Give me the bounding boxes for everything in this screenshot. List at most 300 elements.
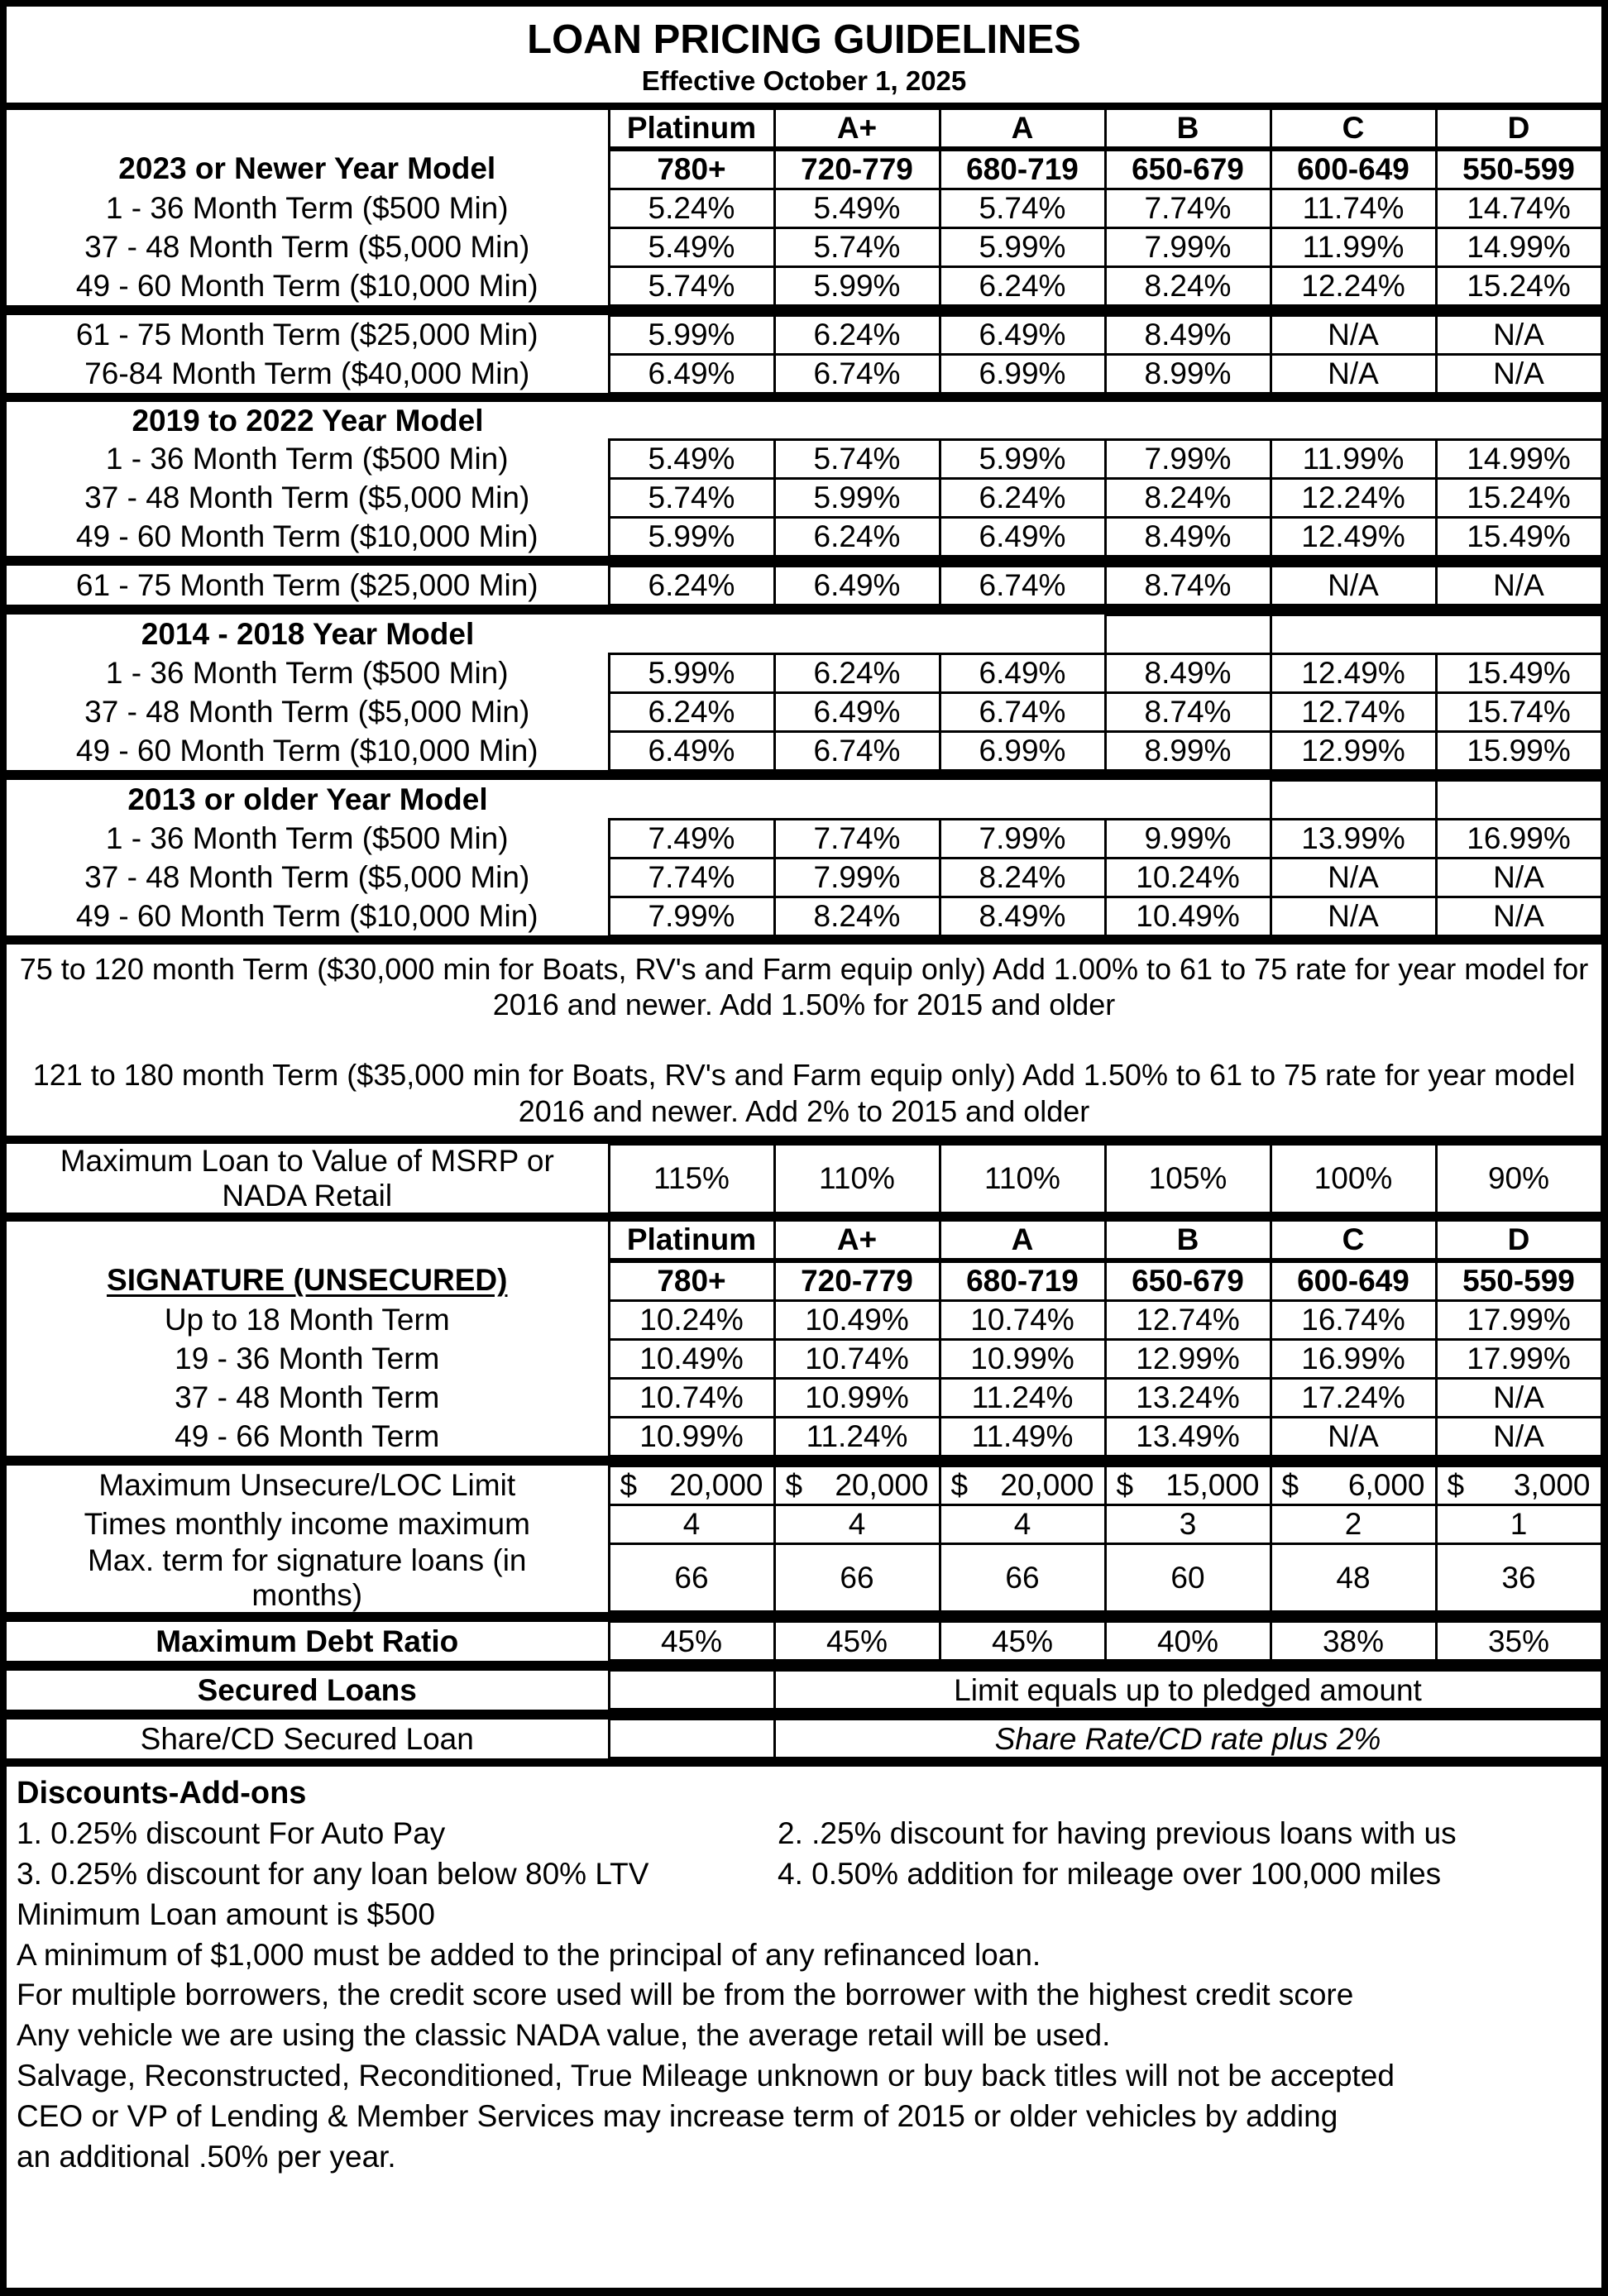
- currency-symbol: $: [950, 1467, 969, 1502]
- footer-line: CEO or VP of Lending & Member Services may increase term of 2015 or older vehicles by adding: [17, 2098, 1338, 2133]
- table-row: [7, 1720, 1601, 1758]
- rate-cell: 6.74%: [774, 354, 940, 393]
- rate-cell: 5.99%: [774, 478, 940, 517]
- rate-cell: 6.99%: [940, 354, 1105, 393]
- grade-header-cell: D: [1436, 110, 1601, 149]
- rate-cell: 17.99%: [1436, 1300, 1601, 1339]
- rate-cell: 10.99%: [609, 1417, 774, 1456]
- rate-cell: N/A: [1271, 315, 1436, 354]
- rate-cell: 14.99%: [1436, 439, 1601, 478]
- section-separator: [7, 605, 1601, 615]
- rate-cell: 17.99%: [1436, 1339, 1601, 1378]
- empty-cell: [609, 1671, 774, 1710]
- score-range-cell: 780+: [609, 1260, 774, 1301]
- rate-cell: 16.99%: [1271, 1339, 1436, 1378]
- rate-cell: 7.74%: [609, 858, 774, 897]
- separator-bar: [7, 770, 1601, 780]
- section-separator: [7, 1456, 1601, 1466]
- rate-cell: 5.74%: [609, 266, 774, 305]
- rate-cell: 15.49%: [1436, 517, 1601, 556]
- section-separator: [7, 1136, 1601, 1145]
- table-row: [7, 897, 1601, 935]
- amount-cell: [1105, 1466, 1271, 1504]
- separator-bar: [7, 1456, 1601, 1466]
- score-range-cell: 550-599: [1436, 149, 1601, 189]
- amount-wrap: [610, 1468, 773, 1502]
- rate-cell: 7.99%: [1105, 439, 1271, 478]
- row-label-cell: 61 - 75 Month Term ($25,000 Min): [75, 318, 538, 352]
- footer-notes: [7, 1767, 1601, 2180]
- table-row: [7, 1144, 1601, 1213]
- amount-value: 20,000: [1000, 1467, 1094, 1502]
- rate-cell: 8.24%: [1105, 266, 1271, 305]
- table-row: [7, 110, 1601, 149]
- currency-symbol: $: [620, 1467, 638, 1502]
- value-cell: 66: [609, 1543, 774, 1612]
- score-range-cell: 650-679: [1105, 149, 1271, 189]
- rate-cell: 5.99%: [609, 653, 774, 692]
- rate-cell: N/A: [1436, 897, 1601, 935]
- row-label-cell: 37 - 48 Month Term ($5,000 Min): [84, 860, 530, 895]
- rate-cell: 12.74%: [1271, 692, 1436, 731]
- empty-cell: [1436, 780, 1601, 819]
- value-cell: 36: [1436, 1543, 1601, 1612]
- value-cell: 110%: [940, 1144, 1105, 1213]
- table-row: [7, 819, 1601, 858]
- value-cell: 66: [940, 1543, 1105, 1612]
- discounts-heading: Discounts-Add-ons: [17, 1776, 307, 1811]
- value-cell: 60: [1105, 1543, 1271, 1612]
- rate-cell: 4: [609, 1504, 774, 1543]
- separator-bar: [7, 1213, 1601, 1222]
- grade-header-cell: A: [940, 110, 1105, 149]
- rate-cell: 8.49%: [1105, 653, 1271, 692]
- rate-cell: 5.49%: [774, 189, 940, 227]
- separator-bar: [7, 935, 1601, 945]
- rate-cell: 10.24%: [609, 1300, 774, 1339]
- score-range-cell: 650-679: [1105, 1260, 1271, 1301]
- row-label-cell: 76-84 Month Term ($40,000 Min): [84, 356, 530, 391]
- grade-header-cell: C: [1271, 110, 1436, 149]
- notes-cell: [7, 945, 1601, 1136]
- empty-cell: [1271, 780, 1436, 819]
- rate-cell: 10.99%: [774, 1378, 940, 1417]
- separator-bar: [7, 556, 1601, 566]
- rate-cell: 7.99%: [609, 897, 774, 935]
- value-cell: 115%: [609, 1144, 774, 1213]
- row-label-cell: 37 - 48 Month Term ($5,000 Min): [84, 230, 530, 265]
- span-text-cell: Limit equals up to pledged amount: [774, 1671, 1601, 1710]
- empty-cell: [1271, 615, 1601, 653]
- section-separator: [7, 1612, 1601, 1622]
- discounts-grid: [17, 1814, 1591, 1895]
- row-label-cell: 37 - 48 Month Term ($5,000 Min): [84, 481, 530, 515]
- rate-cell: 5.99%: [609, 517, 774, 556]
- table-row: [7, 1671, 1601, 1710]
- rate-cell: 8.74%: [1105, 692, 1271, 731]
- rate-cell: 10.49%: [609, 1339, 774, 1378]
- rate-cell: 10.49%: [1105, 897, 1271, 935]
- value-cell: 66: [774, 1543, 940, 1612]
- rate-cell: 6.49%: [774, 692, 940, 731]
- table-row: [7, 402, 1601, 440]
- row-label-cell: Up to 18 Month Term: [164, 1302, 450, 1337]
- rate-cell: 14.74%: [1436, 189, 1601, 227]
- section-separator: [7, 1758, 1601, 1767]
- rate-cell: N/A: [1271, 354, 1436, 393]
- rate-cell: 6.74%: [940, 692, 1105, 731]
- grade-header-cell: B: [1105, 110, 1271, 149]
- separator-bar: [7, 605, 1601, 615]
- score-range-cell: 550-599: [1436, 1260, 1601, 1301]
- rate-cell: N/A: [1436, 858, 1601, 897]
- rate-cell: 5.99%: [774, 266, 940, 305]
- rate-cell: N/A: [1271, 566, 1436, 605]
- effective-date: Effective October 1, 2025: [641, 65, 967, 97]
- rate-cell: 6.74%: [774, 731, 940, 770]
- score-range-cell: 680-719: [940, 1260, 1105, 1301]
- rate-cell: 45%: [940, 1622, 1105, 1661]
- rate-cell: 5.74%: [774, 227, 940, 266]
- rate-cell: 13.49%: [1105, 1417, 1271, 1456]
- rate-cell: N/A: [1436, 315, 1601, 354]
- table-row: [7, 227, 1601, 266]
- table-row: [7, 266, 1601, 305]
- section-separator: [7, 556, 1601, 566]
- filler-cell: [609, 780, 1271, 819]
- rate-cell: 15.24%: [1436, 478, 1601, 517]
- rate-cell: N/A: [1436, 1417, 1601, 1456]
- section-label-cell: [7, 1260, 609, 1301]
- rate-cell: 8.99%: [1105, 354, 1271, 393]
- grade-header-cell: Platinum: [609, 1222, 774, 1260]
- rate-cell: 15.74%: [1436, 692, 1601, 731]
- rate-cell: 10.74%: [940, 1300, 1105, 1339]
- amount-value: 6,000: [1347, 1467, 1425, 1502]
- corner-cell: [7, 1222, 609, 1260]
- note-paragraph: 75 to 120 month Term ($30,000 min for Boats, RV's and Farm equip only) Add 1.00% to 61 to 75 rate for year model for 2016 and newer. Add 1.50% for 2015 and older: [19, 951, 1589, 1022]
- table-row: [7, 478, 1601, 517]
- rate-cell: 45%: [774, 1622, 940, 1661]
- rate-cell: 6.24%: [609, 692, 774, 731]
- row-label-cell: Secured Loans: [197, 1672, 417, 1707]
- section-separator: [7, 393, 1601, 402]
- footer-line: Minimum Loan amount is $500: [17, 1897, 435, 1931]
- rate-cell: 5.74%: [940, 189, 1105, 227]
- table-row: [7, 945, 1601, 1136]
- table-row: [7, 731, 1601, 770]
- row-label: Max. term for signature loans (in months): [87, 1543, 527, 1612]
- rate-cell: 11.74%: [1271, 189, 1436, 227]
- rate-cell: 6.24%: [940, 478, 1105, 517]
- section-label: 2023 or Newer Year Model: [118, 151, 496, 186]
- row-label-cell: [7, 1144, 609, 1213]
- value-cell: 90%: [1436, 1144, 1601, 1213]
- rate-cell: 8.49%: [1105, 517, 1271, 556]
- grade-header-cell: Platinum: [609, 110, 774, 149]
- rate-cell: 15.24%: [1436, 266, 1601, 305]
- rate-cell: 40%: [1105, 1622, 1271, 1661]
- year-model-label-cell: 2013 or older Year Model: [127, 782, 488, 817]
- rate-cell: 13.99%: [1271, 819, 1436, 858]
- span-text-cell: Share Rate/CD rate plus 2%: [774, 1720, 1601, 1758]
- rate-cell: 8.49%: [1105, 315, 1271, 354]
- separator-bar: [7, 1136, 1601, 1145]
- rate-cell: 12.99%: [1271, 731, 1436, 770]
- rate-cell: 10.99%: [940, 1339, 1105, 1378]
- table-row: [7, 439, 1601, 478]
- rate-cell: N/A: [1271, 1417, 1436, 1456]
- rate-cell: 5.24%: [609, 189, 774, 227]
- rate-cell: 6.24%: [774, 517, 940, 556]
- row-label-cell: 1 - 36 Month Term ($500 Min): [105, 191, 509, 226]
- rate-cell: 35%: [1436, 1622, 1601, 1661]
- rate-cell: 15.99%: [1436, 731, 1601, 770]
- filler-cell: [609, 615, 1105, 653]
- rate-cell: 11.24%: [774, 1417, 940, 1456]
- grade-header-cell: B: [1105, 1222, 1271, 1260]
- empty-cell: [609, 1720, 774, 1758]
- amount-value: 15,000: [1165, 1467, 1260, 1502]
- rate-cell: 2: [1271, 1504, 1436, 1543]
- grade-header-cell: A+: [774, 110, 940, 149]
- page-title: LOAN PRICING GUIDELINES: [527, 17, 1081, 62]
- section-separator: [7, 770, 1601, 780]
- table-row: [7, 315, 1601, 354]
- filler-cell: [609, 402, 1601, 440]
- rate-cell: 5.49%: [609, 439, 774, 478]
- rate-cell: 17.24%: [1271, 1378, 1436, 1417]
- rate-cell: 12.74%: [1105, 1300, 1271, 1339]
- rate-cell: 13.24%: [1105, 1378, 1271, 1417]
- score-range-cell: 600-649: [1271, 1260, 1436, 1301]
- rate-cell: 6.24%: [774, 315, 940, 354]
- table-row: [7, 1466, 1601, 1504]
- amount-wrap: [1272, 1468, 1435, 1502]
- rate-cell: 6.99%: [940, 731, 1105, 770]
- table-row: [7, 1339, 1601, 1378]
- rate-cell: 8.49%: [940, 897, 1105, 935]
- score-range-cell: 720-779: [774, 149, 940, 189]
- rate-cell: 3: [1105, 1504, 1271, 1543]
- rate-cell: 5.99%: [940, 227, 1105, 266]
- rate-cell: 8.74%: [1105, 566, 1271, 605]
- section-separator: [7, 1661, 1601, 1671]
- table-row: [7, 1504, 1601, 1543]
- value-cell: 110%: [774, 1144, 940, 1213]
- rate-cell: N/A: [1436, 1378, 1601, 1417]
- grade-header-cell: C: [1271, 1222, 1436, 1260]
- footer-line: For multiple borrowers, the credit score used will be from the borrower with the highest credit score: [17, 1978, 1354, 2012]
- table-row: [7, 354, 1601, 393]
- rate-cell: 12.24%: [1271, 266, 1436, 305]
- score-range-cell: 720-779: [774, 1260, 940, 1301]
- rate-cell: 8.99%: [1105, 731, 1271, 770]
- rate-cell: 1: [1436, 1504, 1601, 1543]
- currency-symbol: $: [1281, 1467, 1299, 1502]
- table-row: [7, 189, 1601, 227]
- rate-cell: 7.99%: [940, 819, 1105, 858]
- rate-cell: 16.74%: [1271, 1300, 1436, 1339]
- row-label-cell: 1 - 36 Month Term ($500 Min): [105, 656, 509, 691]
- row-label-cell: 49 - 66 Month Term: [175, 1418, 440, 1453]
- section-label-cell: [7, 149, 609, 189]
- section-label: SIGNATURE (UNSECURED): [107, 1263, 508, 1298]
- rate-cell: 6.24%: [940, 266, 1105, 305]
- footer-line: Any vehicle we are using the classic NADA value, the average retail will be used.: [17, 2018, 1111, 2053]
- footer-line: Salvage, Reconstructed, Reconditioned, True Mileage unknown or buy back titles will not be accepted: [17, 2059, 1395, 2093]
- row-label-cell: Maximum Unsecure/LOC Limit: [98, 1467, 516, 1502]
- rate-cell: 6.49%: [940, 653, 1105, 692]
- section-separator: [7, 1710, 1601, 1720]
- value-cell: 105%: [1105, 1144, 1271, 1213]
- rate-cell: 5.74%: [609, 478, 774, 517]
- rate-cell: 5.74%: [774, 439, 940, 478]
- rate-cell: 6.49%: [774, 566, 940, 605]
- row-label: Maximum Loan to Value of MSRP or NADA Retail: [60, 1144, 554, 1213]
- separator-bar: [7, 1661, 1601, 1671]
- row-label-cell: 49 - 60 Month Term ($10,000 Min): [75, 734, 538, 768]
- rate-cell: 15.49%: [1436, 653, 1601, 692]
- rate-cell: 10.24%: [1105, 858, 1271, 897]
- amount-value: 20,000: [669, 1467, 763, 1502]
- rate-cell: N/A: [1271, 858, 1436, 897]
- rate-cell: N/A: [1271, 897, 1436, 935]
- table-row: [7, 149, 1601, 189]
- separator-bar: [7, 305, 1601, 315]
- rate-cell: 5.99%: [609, 315, 774, 354]
- row-label-cell: 37 - 48 Month Term ($5,000 Min): [84, 695, 530, 729]
- amount-wrap: [941, 1468, 1104, 1502]
- amount-cell: [1436, 1466, 1601, 1504]
- score-range-cell: 600-649: [1271, 149, 1436, 189]
- amount-cell: [774, 1466, 940, 1504]
- rate-cell: 7.99%: [1105, 227, 1271, 266]
- separator-bar: [7, 1758, 1601, 1767]
- table-row: [7, 692, 1601, 731]
- year-model-label-cell: 2014 - 2018 Year Model: [141, 617, 475, 652]
- row-label-cell: Times monthly income maximum: [84, 1506, 530, 1541]
- row-label-cell: 1 - 36 Month Term ($500 Min): [105, 821, 509, 856]
- row-label-cell: 49 - 60 Month Term ($10,000 Min): [75, 519, 538, 554]
- rate-cell: N/A: [1436, 566, 1601, 605]
- rate-cell: 7.49%: [609, 819, 774, 858]
- grade-header-cell: D: [1436, 1222, 1601, 1260]
- rate-cell: 7.74%: [774, 819, 940, 858]
- table-row: [7, 1622, 1601, 1661]
- row-label-cell: 61 - 75 Month Term ($25,000 Min): [75, 568, 538, 603]
- rate-cell: N/A: [1436, 354, 1601, 393]
- table-row: [7, 517, 1601, 556]
- rate-cell: 12.24%: [1271, 478, 1436, 517]
- year-model-label-cell: 2019 to 2022 Year Model: [132, 403, 484, 438]
- row-label-cell: Maximum Debt Ratio: [156, 1624, 459, 1658]
- rate-cell: 10.74%: [774, 1339, 940, 1378]
- title-block: [7, 7, 1601, 110]
- rate-cell: 12.49%: [1271, 653, 1436, 692]
- table-row: [7, 566, 1601, 605]
- table-row: [7, 858, 1601, 897]
- row-label-cell: 19 - 36 Month Term: [175, 1341, 440, 1375]
- rate-cell: 16.99%: [1436, 819, 1601, 858]
- rate-cell: 8.24%: [774, 897, 940, 935]
- rate-cell: 4: [940, 1504, 1105, 1543]
- rate-cell: 10.74%: [609, 1378, 774, 1417]
- rate-cell: 6.49%: [609, 731, 774, 770]
- rate-cell: 9.99%: [1105, 819, 1271, 858]
- note-paragraph: 121 to 180 month Term ($35,000 min for Boats, RV's and Farm equip only) Add 1.50% to 61 to 75 rate for year model 2016 and newer. Add 2% to 2015 and older: [32, 1058, 1576, 1128]
- table-row: [7, 1300, 1601, 1339]
- currency-symbol: $: [785, 1467, 803, 1502]
- rate-cell: 7.99%: [774, 858, 940, 897]
- rate-cell: 6.49%: [940, 315, 1105, 354]
- rate-cell: 11.99%: [1271, 227, 1436, 266]
- separator-bar: [7, 393, 1601, 402]
- table-row: [7, 653, 1601, 692]
- discount-item: 3. 0.25% discount for any loan below 80% LTV: [17, 1856, 649, 1891]
- rate-cell: 11.24%: [940, 1378, 1105, 1417]
- currency-symbol: $: [1116, 1467, 1134, 1502]
- amount-cell: [609, 1466, 774, 1504]
- rate-cell: 12.99%: [1105, 1339, 1271, 1378]
- score-range-cell: 780+: [609, 149, 774, 189]
- table-row: [7, 780, 1601, 819]
- section-separator: [7, 935, 1601, 945]
- rate-cell: 4: [774, 1504, 940, 1543]
- rate-cell: 10.49%: [774, 1300, 940, 1339]
- rate-cell: 14.99%: [1436, 227, 1601, 266]
- row-label-cell: 37 - 48 Month Term: [175, 1380, 440, 1414]
- section-separator: [7, 1213, 1601, 1222]
- amount-cell: [940, 1466, 1105, 1504]
- rate-cell: 5.49%: [609, 227, 774, 266]
- rate-cell: 12.49%: [1271, 517, 1436, 556]
- grade-header-cell: A: [940, 1222, 1105, 1260]
- table-row: [7, 615, 1601, 653]
- amount-wrap: [1107, 1468, 1270, 1502]
- empty-cell: [1105, 615, 1271, 653]
- currency-symbol: $: [1447, 1467, 1465, 1502]
- row-label-cell: 49 - 60 Month Term ($10,000 Min): [75, 899, 538, 934]
- rate-cell: 8.24%: [940, 858, 1105, 897]
- rate-cell: 11.49%: [940, 1417, 1105, 1456]
- amount-value: 3,000: [1513, 1467, 1591, 1502]
- table-row: [7, 1378, 1601, 1417]
- score-range-cell: 680-719: [940, 149, 1105, 189]
- table-row: [7, 1417, 1601, 1456]
- rate-cell: 45%: [609, 1622, 774, 1661]
- separator-bar: [7, 1710, 1601, 1720]
- rate-cell: 7.74%: [1105, 189, 1271, 227]
- amount-wrap: [776, 1468, 939, 1502]
- table-row: [7, 1543, 1601, 1612]
- rate-cell: 38%: [1271, 1622, 1436, 1661]
- rate-cell: 6.24%: [609, 566, 774, 605]
- rate-cell: 6.49%: [609, 354, 774, 393]
- amount-value: 20,000: [835, 1467, 929, 1502]
- table-row: [7, 1222, 1601, 1260]
- discount-item: 4. 0.50% addition for mileage over 100,000 miles: [778, 1856, 1442, 1891]
- corner-cell: [7, 110, 609, 149]
- table-row: [7, 1260, 1601, 1301]
- rate-cell: 11.99%: [1271, 439, 1436, 478]
- footer-line: A minimum of $1,000 must be added to the principal of any refinanced loan.: [17, 1937, 1041, 1972]
- amount-wrap: [1438, 1468, 1601, 1502]
- row-label-cell: 1 - 36 Month Term ($500 Min): [105, 442, 509, 476]
- rate-cell: 6.24%: [774, 653, 940, 692]
- pricing-table: [7, 110, 1603, 1767]
- row-label-cell: Share/CD Secured Loan: [140, 1721, 474, 1756]
